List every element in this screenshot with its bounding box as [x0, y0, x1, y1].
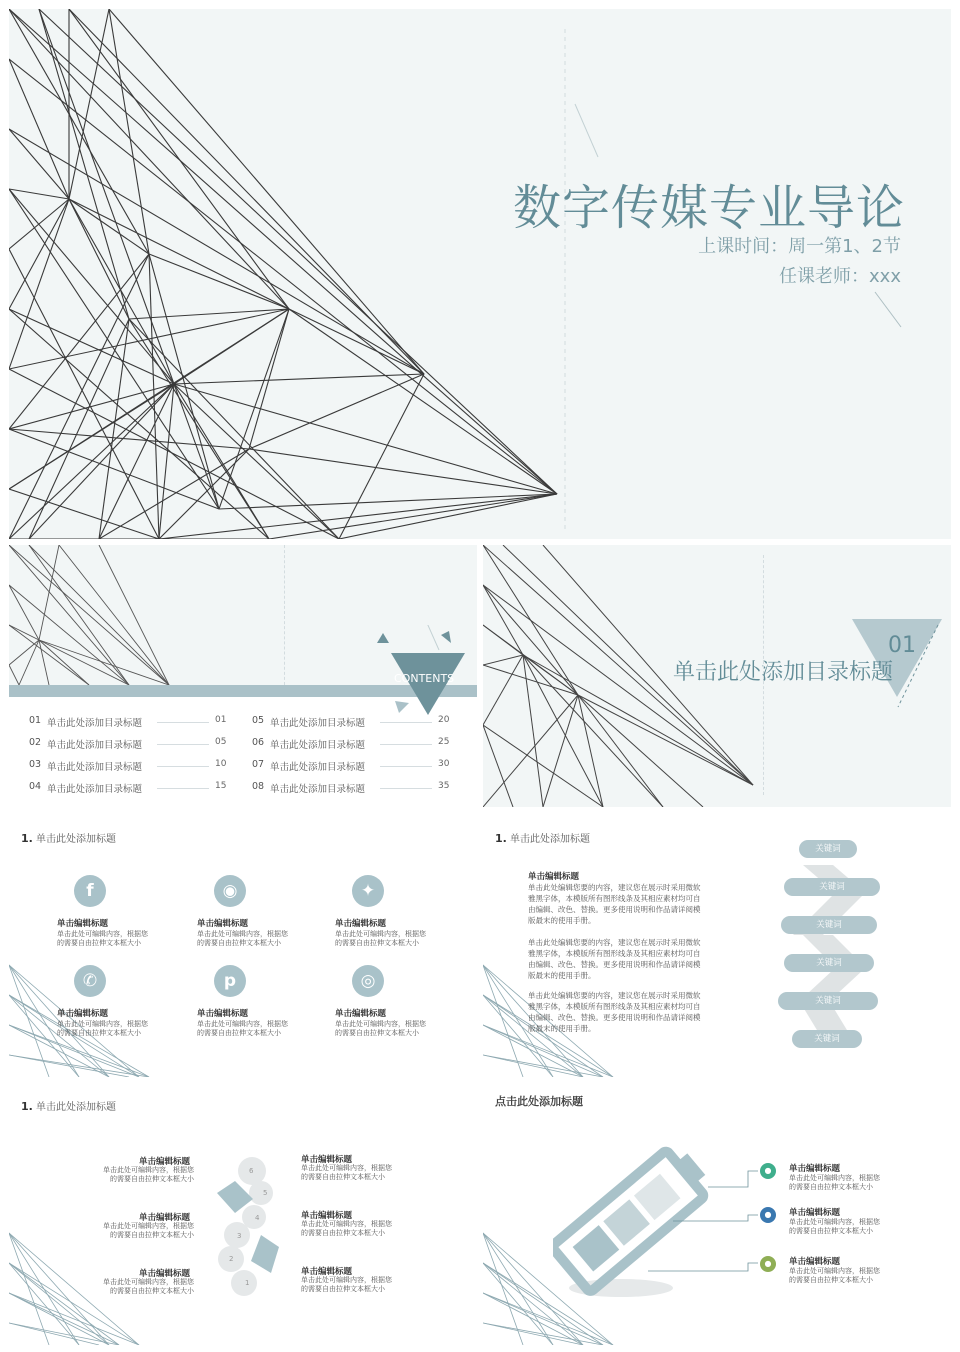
toc-number: 01 — [29, 715, 42, 726]
item-title: 单击编辑标题 — [789, 1208, 841, 1218]
battery-slide — [483, 1083, 951, 1345]
toc-item[interactable] — [29, 759, 229, 773]
toc-page: 35 — [438, 781, 450, 791]
keyword-pill[interactable]: 关键词 — [778, 992, 878, 1010]
step-number: 3 — [237, 1232, 242, 1240]
toc-item[interactable] — [252, 759, 452, 773]
item-title: 单击编辑标题 — [335, 1009, 387, 1019]
car-icon: ● — [760, 1256, 776, 1272]
toc-number: 05 — [252, 715, 265, 726]
item-desc: 单击此处可编辑内容，根据您的需要自由拉伸文本框大小 — [789, 1267, 880, 1284]
rss-icon[interactable]: ◉ — [214, 875, 246, 907]
keywords-slide — [483, 815, 951, 1077]
toc-page: 01 — [215, 715, 227, 725]
toc-item[interactable] — [29, 781, 229, 795]
step-number: 2 — [229, 1255, 234, 1263]
toc-number: 07 — [252, 759, 265, 770]
cover-teacher: 任课老师：xxx — [779, 266, 901, 287]
item-title: 单击编辑标题 — [789, 1257, 841, 1267]
item-desc: 单击此处可编辑内容，根据您的需要自由拉伸文本框大小 — [57, 1020, 148, 1037]
toc-label: 单击此处添加目录标题 — [47, 762, 143, 773]
text-title: 单击编辑标题 — [528, 872, 580, 882]
section-number: 01 — [888, 633, 916, 658]
pinterest-icon[interactable]: p — [214, 965, 246, 997]
item-title: 单击编辑标题 — [57, 919, 109, 929]
step-title: 单击编辑标题 — [139, 1157, 191, 1167]
keyword-pill[interactable]: 关键词 — [781, 916, 877, 934]
item-title: 单击编辑标题 — [57, 1009, 109, 1019]
toc-label: 单击此处添加目录标题 — [47, 718, 143, 729]
step-desc: 单击此处可编辑内容，根据您的需要自由拉伸文本框大小 — [103, 1166, 194, 1183]
section-title[interactable]: 单击此处添加目录标题 — [673, 660, 894, 685]
step-number: 5 — [263, 1189, 268, 1197]
step-title: 单击编辑标题 — [301, 1155, 353, 1165]
toc-leader — [380, 744, 432, 745]
step-desc: 单击此处可编辑内容，根据您的需要自由拉伸文本框大小 — [103, 1222, 194, 1239]
toc-leader — [157, 722, 209, 723]
toc-item[interactable] — [252, 737, 452, 751]
paragraph: 单击此处编辑您要的内容，建议您在展示时采用微软雅黑字体，本模版所有图形线条及其相应素材均可自由编辑、改色、替换。更多使用说明和作品请详阅模版最末的使用手册。 — [528, 883, 701, 925]
step-title: 单击编辑标题 — [301, 1211, 353, 1221]
toc-page: 30 — [438, 759, 450, 769]
step-title: 单击编辑标题 — [301, 1267, 353, 1277]
toc-leader — [380, 722, 432, 723]
keyword-pill[interactable]: 关键词 — [799, 840, 857, 858]
cover-slide — [9, 9, 951, 539]
icons-slide — [9, 815, 477, 1077]
section-slide — [483, 545, 951, 807]
item-title: 单击编辑标题 — [197, 1009, 249, 1019]
facebook-icon[interactable]: f — [74, 875, 106, 907]
toc-label: 单击此处添加目录标题 — [270, 718, 366, 729]
step-number: 6 — [249, 1167, 254, 1175]
toc-page: 05 — [215, 737, 227, 747]
toc-label: 单击此处添加目录标题 — [47, 784, 143, 795]
toc-number: 02 — [29, 737, 42, 748]
toc-page: 10 — [215, 759, 227, 769]
step-title: 单击编辑标题 — [139, 1213, 191, 1223]
toc-page: 25 — [438, 737, 450, 747]
paragraph: 单击此处编辑您要的内容，建议您在展示时采用微软雅黑字体，本模版所有图形线条及其相应素材均可自由编辑、改色、替换。更多使用说明和作品请详阅模版最末的使用手册。 — [528, 938, 701, 980]
keyword-pill[interactable]: 关键词 — [784, 878, 880, 896]
step-number: 4 — [255, 1214, 260, 1222]
keyword-ribbon — [773, 835, 893, 1055]
item-title: 单击编辑标题 — [197, 919, 249, 929]
item-desc: 单击此处可编辑内容，根据您的需要自由拉伸文本框大小 — [335, 1020, 426, 1037]
divider — [284, 545, 285, 685]
slide-heading: 1. 单击此处添加标题 — [21, 1100, 117, 1113]
step-title: 单击编辑标题 — [139, 1269, 191, 1279]
shirt-icon: ● — [760, 1163, 776, 1179]
toc-item[interactable] — [29, 715, 229, 729]
item-desc: 单击此处可编辑内容，根据您的需要自由拉伸文本框大小 — [57, 930, 148, 947]
toc-label: 单击此处添加目录标题 — [270, 762, 366, 773]
toc-number: 06 — [252, 737, 265, 748]
item-desc: 单击此处可编辑内容，根据您的需要自由拉伸文本框大小 — [197, 1020, 288, 1037]
cover-title: 数字传媒专业导论 — [512, 180, 905, 236]
contents-triangle — [369, 625, 477, 715]
item-desc: 单击此处可编辑内容，根据您的需要自由拉伸文本框大小 — [197, 930, 288, 947]
divider — [763, 555, 764, 795]
item-desc: 单击此处可编辑内容，根据您的需要自由拉伸文本框大小 — [789, 1174, 880, 1191]
slide-heading: 1. 单击此处添加标题 — [495, 832, 591, 845]
slide-heading: 1. 单击此处添加标题 — [21, 832, 117, 845]
twitter-icon[interactable]: ✦ — [352, 875, 384, 907]
item-title: 单击编辑标题 — [335, 919, 387, 929]
toc-leader — [157, 766, 209, 767]
toc-item[interactable] — [252, 715, 452, 729]
item-desc: 单击此处可编辑内容，根据您的需要自由拉伸文本框大小 — [789, 1218, 880, 1235]
contents-label: CONTENTS — [394, 672, 455, 685]
toc-item[interactable] — [252, 781, 452, 795]
toc-leader — [157, 744, 209, 745]
toc-leader — [157, 788, 209, 789]
toc-label: 单击此处添加目录标题 — [270, 784, 366, 795]
toc-page: 20 — [438, 715, 450, 725]
step-desc: 单击此处可编辑内容，根据您的需要自由拉伸文本框大小 — [301, 1220, 392, 1237]
toc-item[interactable] — [29, 737, 229, 751]
toc-label: 单击此处添加目录标题 — [47, 740, 143, 751]
vine-icon[interactable]: ✆ — [74, 965, 106, 997]
toc-number: 04 — [29, 781, 42, 792]
instagram-icon[interactable]: ◎ — [352, 965, 384, 997]
toc-leader — [380, 788, 432, 789]
toc-number: 08 — [252, 781, 265, 792]
step-desc: 单击此处可编辑内容，根据您的需要自由拉伸文本框大小 — [103, 1278, 194, 1295]
keyword-pill[interactable]: 关键词 — [784, 954, 874, 972]
toc-label: 单击此处添加目录标题 — [270, 740, 366, 751]
paragraph: 单击此处编辑您要的内容，建议您在展示时采用微软雅黑字体，本模版所有图形线条及其相应素材均可自由编辑、改色、替换。更多使用说明和作品请详阅模版最末的使用手册。 — [528, 991, 701, 1033]
cover-schedule: 上课时间：周一第1、2节 — [698, 236, 901, 257]
toc-number: 03 — [29, 759, 42, 770]
step-desc: 单击此处可编辑内容，根据您的需要自由拉伸文本框大小 — [301, 1164, 392, 1181]
toc-page: 15 — [215, 781, 227, 791]
slide-heading: 点击此处添加标题 — [495, 1095, 583, 1108]
item-title: 单击编辑标题 — [789, 1164, 841, 1174]
toc-leader — [380, 766, 432, 767]
contents-slide — [9, 545, 477, 807]
steps-slide — [9, 1083, 477, 1345]
monitor-icon: ● — [760, 1207, 776, 1223]
keyword-pill[interactable]: 关键词 — [792, 1030, 862, 1048]
battery-connectors — [633, 1163, 763, 1283]
step-desc: 单击此处可编辑内容，根据您的需要自由拉伸文本框大小 — [301, 1276, 392, 1293]
step-number: 1 — [245, 1279, 250, 1287]
item-desc: 单击此处可编辑内容，根据您的需要自由拉伸文本框大小 — [335, 930, 426, 947]
